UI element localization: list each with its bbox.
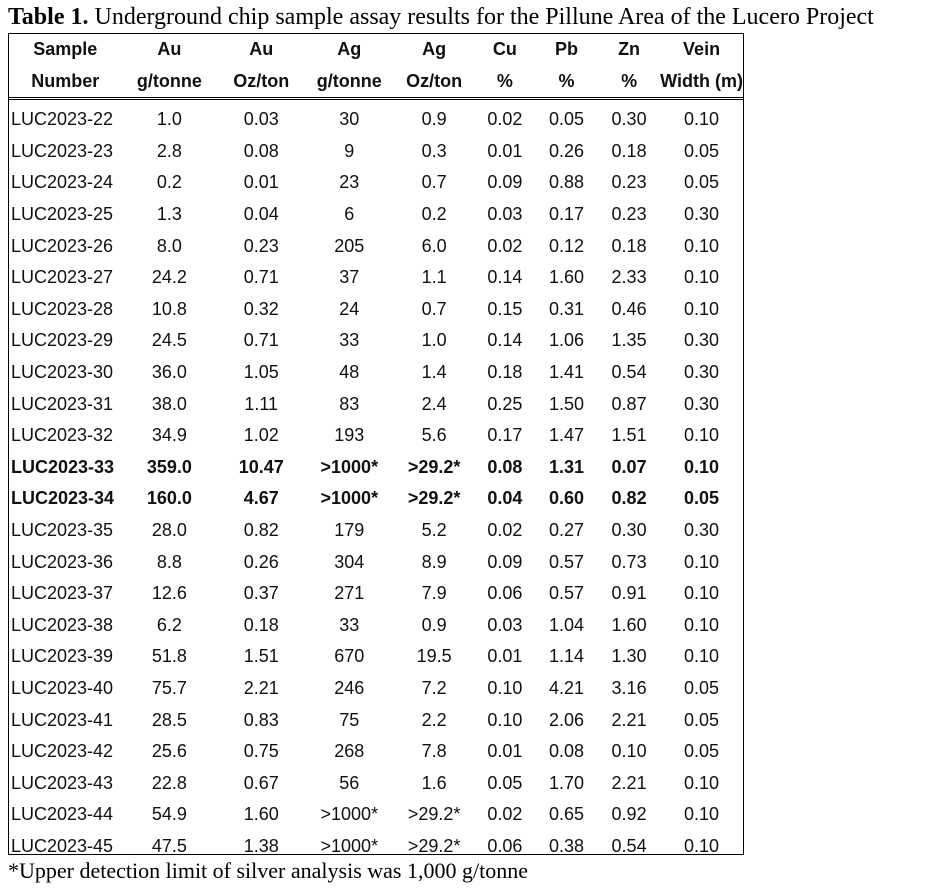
cell-ag-oz: 6.0 (421, 235, 447, 256)
cell-pb: 0.57 (548, 551, 585, 572)
cell-au-oz: 0.08 (243, 140, 279, 161)
cell-vein-width: 0.30 (684, 204, 720, 225)
cell-cu: 0.14 (487, 267, 523, 288)
cell-zn: 0.10 (611, 741, 647, 762)
header-cu-unit: % (475, 65, 535, 99)
caption-label: Table 1. (8, 4, 89, 30)
cell-ag-oz: 1.0 (421, 330, 447, 351)
cell-cu: 0.06 (487, 835, 523, 856)
cell-au-g: 1.0 (156, 109, 182, 130)
cell-cu: 0.10 (487, 709, 523, 730)
cell-au-oz: 0.37 (243, 583, 279, 604)
cell-pb: 1.70 (548, 772, 585, 793)
cell-vein-width: 0.05 (684, 741, 720, 762)
cell-ag-g: 56 (339, 772, 360, 793)
cell-cu: 0.04 (487, 488, 523, 509)
cell-sample: LUC2023-23 (11, 140, 114, 161)
header-au-oz: Au (249, 39, 274, 59)
cell-vein-width: 0.10 (684, 267, 720, 288)
cell-vein-width: 0.10 (684, 583, 720, 604)
table-row (9, 578, 743, 610)
cell-zn: 1.30 (611, 646, 647, 667)
cell-sample: LUC2023-32 (11, 425, 114, 446)
cell-cu: 0.14 (487, 330, 523, 351)
cell-sample: LUC2023-27 (11, 267, 114, 288)
header-au-g: Au (157, 39, 182, 59)
cell-au-oz: 1.60 (243, 804, 279, 825)
cell-vein-width: 0.05 (684, 172, 720, 193)
cell-zn: 1.51 (611, 425, 647, 446)
cell-zn: 0.46 (611, 298, 647, 319)
cell-zn: 0.23 (611, 204, 647, 225)
cell-au-oz: 0.32 (243, 298, 279, 319)
cell-sample: LUC2023-29 (11, 330, 114, 351)
table-row (9, 167, 743, 199)
cell-au-oz: 1.11 (244, 393, 279, 414)
table-row (9, 420, 743, 452)
cell-au-oz: 0.03 (243, 109, 279, 130)
header-au-oz-unit: Oz/ton (217, 65, 305, 99)
cell-ag-g: 83 (339, 393, 360, 414)
cell-au-oz: 10.47 (238, 456, 284, 477)
cell-vein-width: 0.30 (684, 520, 720, 541)
table-row (9, 388, 743, 420)
header-pb: Pb (554, 39, 578, 59)
cell-sample: LUC2023-37 (11, 583, 114, 604)
cell-cu: 0.15 (487, 298, 523, 319)
cell-cu: 0.05 (487, 772, 523, 793)
cell-sample: LUC2023-40 (11, 677, 114, 698)
table-row (9, 483, 743, 515)
cell-au-oz: 0.71 (243, 330, 279, 351)
cell-vein-width: 0.10 (684, 551, 720, 572)
cell-cu: 0.02 (487, 109, 523, 130)
cell-vein-width: 0.05 (684, 709, 720, 730)
cell-pb: 0.60 (548, 488, 585, 509)
cell-au-g: 8.0 (156, 235, 182, 256)
header-ag-oz-unit: Oz/ton (393, 65, 474, 99)
cell-au-oz: 0.82 (243, 520, 279, 541)
cell-ag-g: 48 (339, 362, 360, 383)
cell-ag-g: 6 (344, 204, 355, 225)
table-row (9, 230, 743, 262)
header-vein: Vein (683, 39, 721, 59)
header-zn: Zn (618, 39, 641, 59)
cell-zn: 0.30 (611, 520, 647, 541)
cell-cu: 0.03 (487, 614, 523, 635)
cell-cu: 0.09 (487, 172, 523, 193)
cell-pb: 0.26 (548, 140, 585, 161)
header-row-2 (9, 65, 743, 99)
cell-ag-oz: 0.9 (421, 109, 447, 130)
cell-vein-width: 0.05 (684, 488, 720, 509)
cell-vein-width: 0.30 (684, 330, 720, 351)
cell-au-g: 28.5 (151, 709, 187, 730)
cell-sample: LUC2023-28 (11, 298, 114, 319)
cell-zn: 2.21 (611, 709, 647, 730)
cell-ag-g: 37 (339, 267, 360, 288)
cell-ag-g: 23 (339, 172, 360, 193)
cell-zn: 0.73 (611, 551, 647, 572)
cell-au-g: 0.2 (156, 172, 182, 193)
header-ag-g: Ag (337, 39, 362, 59)
cell-ag-g: 30 (339, 109, 360, 130)
table-body (9, 99, 743, 863)
cell-au-g: 28.0 (151, 520, 187, 541)
cell-cu: 0.10 (487, 677, 523, 698)
cell-sample: LUC2023-45 (11, 835, 114, 856)
cell-ag-g: 205 (334, 235, 365, 256)
cell-au-g: 75.7 (151, 677, 187, 698)
table-row (9, 294, 743, 326)
cell-au-g: 10.8 (151, 298, 187, 319)
cell-pb: 0.08 (548, 741, 585, 762)
cell-cu: 0.18 (487, 362, 523, 383)
cell-zn: 1.35 (611, 330, 647, 351)
cell-zn: 0.54 (611, 362, 647, 383)
cell-cu: 0.09 (487, 551, 523, 572)
cell-au-oz: 0.83 (243, 709, 279, 730)
cell-ag-oz: 8.9 (421, 551, 447, 572)
header-vein-unit: Width (m) (660, 65, 743, 99)
cell-zn: 0.23 (611, 172, 647, 193)
cell-au-g: 54.9 (151, 804, 187, 825)
cell-pb: 0.65 (548, 804, 585, 825)
cell-pb: 0.88 (548, 172, 585, 193)
cell-cu: 0.02 (487, 520, 523, 541)
cell-au-oz: 0.18 (243, 614, 279, 635)
cell-zn: 2.33 (611, 267, 647, 288)
cell-pb: 0.17 (548, 204, 585, 225)
cell-ag-oz: 0.7 (421, 298, 447, 319)
cell-ag-oz: >29.2* (407, 456, 461, 477)
cell-ag-oz: 0.9 (421, 614, 447, 635)
cell-cu: 0.06 (487, 583, 523, 604)
cell-ag-oz: 7.8 (421, 741, 447, 762)
cell-au-g: 12.6 (151, 583, 187, 604)
cell-ag-oz: 19.5 (416, 646, 452, 667)
cell-ag-g: >1000* (320, 835, 379, 856)
cell-sample: LUC2023-41 (11, 709, 114, 730)
cell-ag-oz: 0.2 (421, 204, 447, 225)
cell-cu: 0.02 (487, 235, 523, 256)
header-ag-g-unit: g/tonne (305, 65, 393, 99)
assay-table-frame (8, 33, 744, 855)
cell-ag-g: >1000* (320, 488, 379, 509)
cell-au-oz: 0.26 (243, 551, 279, 572)
cell-vein-width: 0.10 (684, 456, 720, 477)
cell-vein-width: 0.05 (684, 677, 720, 698)
cell-pb: 1.50 (548, 393, 585, 414)
cell-ag-oz: 0.7 (421, 172, 447, 193)
cell-ag-g: 193 (334, 425, 365, 446)
cell-cu: 0.08 (487, 456, 523, 477)
cell-cu: 0.01 (487, 646, 523, 667)
cell-zn: 0.87 (611, 393, 647, 414)
cell-pb: 1.14 (548, 646, 585, 667)
cell-zn: 3.16 (611, 677, 647, 698)
cell-vein-width: 0.10 (684, 425, 720, 446)
cell-vein-width: 0.10 (684, 235, 720, 256)
cell-au-oz: 0.01 (243, 172, 279, 193)
cell-ag-oz: 0.3 (421, 140, 447, 161)
cell-ag-oz: 5.2 (421, 520, 447, 541)
cell-zn: 0.30 (611, 109, 647, 130)
cell-sample: LUC2023-39 (11, 646, 114, 667)
cell-cu: 0.17 (487, 425, 523, 446)
cell-au-g: 8.8 (156, 551, 182, 572)
header-au-g-unit: g/tonne (121, 65, 217, 99)
table-row (9, 736, 743, 768)
table-header (9, 34, 743, 99)
cell-au-g: 2.8 (156, 140, 182, 161)
cell-sample: LUC2023-31 (11, 393, 114, 414)
caption-text: Underground chip sample assay results for the Pillune Area of the Lucero Project (88, 4, 874, 30)
table-row (9, 610, 743, 642)
table-row (9, 673, 743, 705)
cell-pb: 1.41 (548, 362, 585, 383)
cell-ag-g: >1000* (320, 804, 379, 825)
cell-ag-oz: 1.4 (421, 362, 447, 383)
cell-vein-width: 0.05 (684, 140, 720, 161)
cell-au-oz: 1.02 (243, 425, 279, 446)
cell-ag-g: >1000* (320, 456, 379, 477)
cell-pb: 0.31 (548, 298, 585, 319)
table-row (9, 799, 743, 831)
table-row (9, 704, 743, 736)
header-row-1 (9, 34, 743, 65)
cell-ag-oz: 7.2 (421, 677, 447, 698)
cell-pb: 0.38 (548, 835, 585, 856)
cell-vein-width: 0.10 (684, 835, 720, 856)
cell-au-g: 25.6 (151, 741, 187, 762)
cell-zn: 0.92 (611, 804, 647, 825)
cell-au-g: 24.2 (151, 267, 187, 288)
cell-pb: 1.06 (548, 330, 585, 351)
cell-zn: 0.18 (611, 140, 647, 161)
cell-pb: 1.31 (548, 456, 585, 477)
cell-ag-g: 9 (344, 140, 355, 161)
cell-ag-g: 268 (334, 741, 365, 762)
cell-au-oz: 2.21 (243, 677, 279, 698)
cell-cu: 0.01 (487, 140, 523, 161)
cell-ag-g: 271 (334, 583, 365, 604)
table-row (9, 546, 743, 578)
cell-ag-oz: >29.2* (407, 488, 461, 509)
cell-ag-g: 246 (334, 677, 365, 698)
table-row (9, 641, 743, 673)
cell-cu: 0.25 (487, 393, 523, 414)
cell-pb: 2.06 (548, 709, 585, 730)
header-pb-unit: % (535, 65, 598, 99)
cell-sample: LUC2023-34 (11, 488, 115, 509)
cell-au-g: 359.0 (146, 456, 192, 477)
cell-cu: 0.03 (487, 204, 523, 225)
header-sample: Sample (33, 39, 98, 59)
cell-zn: 2.21 (611, 772, 647, 793)
cell-ag-g: 304 (334, 551, 365, 572)
cell-au-g: 22.8 (151, 772, 187, 793)
cell-ag-g: 33 (339, 614, 360, 635)
table-row (9, 99, 743, 136)
cell-au-oz: 1.05 (243, 362, 279, 383)
table-row (9, 136, 743, 168)
header-ag-oz: Ag (422, 39, 447, 59)
cell-au-g: 6.2 (156, 614, 182, 635)
cell-ag-oz: 5.6 (421, 425, 447, 446)
cell-pb: 0.05 (548, 109, 585, 130)
cell-zn: 0.18 (611, 235, 647, 256)
cell-sample: LUC2023-35 (11, 520, 114, 541)
cell-au-g: 47.5 (151, 835, 187, 856)
cell-pb: 1.47 (548, 425, 585, 446)
cell-zn: 0.07 (611, 456, 647, 477)
cell-au-g: 24.5 (151, 330, 187, 351)
cell-sample: LUC2023-43 (11, 772, 114, 793)
cell-zn: 0.54 (611, 835, 647, 856)
table-row (9, 325, 743, 357)
header-cu: Cu (492, 39, 517, 59)
cell-ag-g: 24 (339, 298, 360, 319)
cell-au-oz: 0.75 (243, 741, 279, 762)
cell-vein-width: 0.30 (684, 393, 720, 414)
cell-au-g: 38.0 (151, 393, 187, 414)
cell-vein-width: 0.10 (684, 298, 720, 319)
cell-ag-oz: 7.9 (421, 583, 447, 604)
cell-ag-oz: >29.2* (407, 804, 461, 825)
cell-sample: LUC2023-33 (11, 456, 115, 477)
cell-zn: 0.91 (611, 583, 647, 604)
cell-vein-width: 0.10 (684, 646, 720, 667)
cell-vein-width: 0.10 (684, 109, 720, 130)
cell-au-oz: 0.67 (243, 772, 279, 793)
cell-zn: 1.60 (611, 614, 647, 635)
cell-pb: 4.21 (548, 677, 585, 698)
cell-sample: LUC2023-38 (11, 614, 114, 635)
cell-zn: 0.82 (611, 488, 647, 509)
header-sample-unit: Number (9, 65, 121, 99)
assay-table (9, 34, 743, 862)
cell-ag-g: 75 (339, 709, 360, 730)
table-row (9, 767, 743, 799)
table-row (9, 357, 743, 389)
cell-sample: LUC2023-25 (11, 204, 114, 225)
cell-sample: LUC2023-26 (11, 235, 114, 256)
cell-au-oz: 0.04 (243, 204, 279, 225)
cell-sample: LUC2023-44 (11, 804, 114, 825)
cell-ag-g: 33 (339, 330, 360, 351)
cell-ag-oz: 1.1 (421, 267, 447, 288)
cell-sample: LUC2023-36 (11, 551, 114, 572)
cell-vein-width: 0.10 (684, 614, 720, 635)
cell-ag-g: 670 (334, 646, 365, 667)
cell-pb: 0.57 (548, 583, 585, 604)
cell-vein-width: 0.10 (684, 772, 720, 793)
cell-ag-oz: 2.2 (421, 709, 447, 730)
cell-sample: LUC2023-24 (11, 172, 114, 193)
cell-ag-oz: 1.6 (421, 772, 447, 793)
cell-ag-g: 179 (334, 520, 365, 541)
cell-ag-oz: >29.2* (407, 835, 461, 856)
cell-pb: 0.12 (548, 235, 585, 256)
cell-au-g: 36.0 (151, 362, 187, 383)
cell-sample: LUC2023-30 (11, 362, 114, 383)
cell-au-g: 51.8 (151, 646, 187, 667)
cell-au-g: 1.3 (156, 204, 182, 225)
table-caption (8, 3, 874, 31)
footnote: *Upper detection limit of silver analysis was 1,000 g/tonne (8, 858, 528, 883)
cell-cu: 0.01 (487, 741, 523, 762)
cell-au-oz: 4.67 (243, 488, 279, 509)
cell-au-oz: 0.71 (243, 267, 279, 288)
cell-au-oz: 1.51 (243, 646, 279, 667)
header-zn-unit: % (598, 65, 660, 99)
table-row (9, 199, 743, 231)
cell-vein-width: 0.30 (684, 362, 720, 383)
cell-sample: LUC2023-22 (11, 109, 114, 130)
cell-vein-width: 0.10 (684, 804, 720, 825)
cell-sample: LUC2023-42 (11, 741, 114, 762)
cell-au-g: 34.9 (151, 425, 187, 446)
cell-pb: 1.60 (548, 267, 585, 288)
cell-ag-oz: 2.4 (421, 393, 447, 414)
table-row (9, 262, 743, 294)
cell-pb: 1.04 (548, 614, 585, 635)
cell-au-oz: 0.23 (243, 235, 279, 256)
table-row (9, 452, 743, 484)
cell-pb: 0.27 (548, 520, 585, 541)
cell-cu: 0.02 (487, 804, 523, 825)
cell-au-oz: 1.38 (243, 835, 279, 856)
table-row (9, 515, 743, 547)
cell-au-g: 160.0 (146, 488, 192, 509)
